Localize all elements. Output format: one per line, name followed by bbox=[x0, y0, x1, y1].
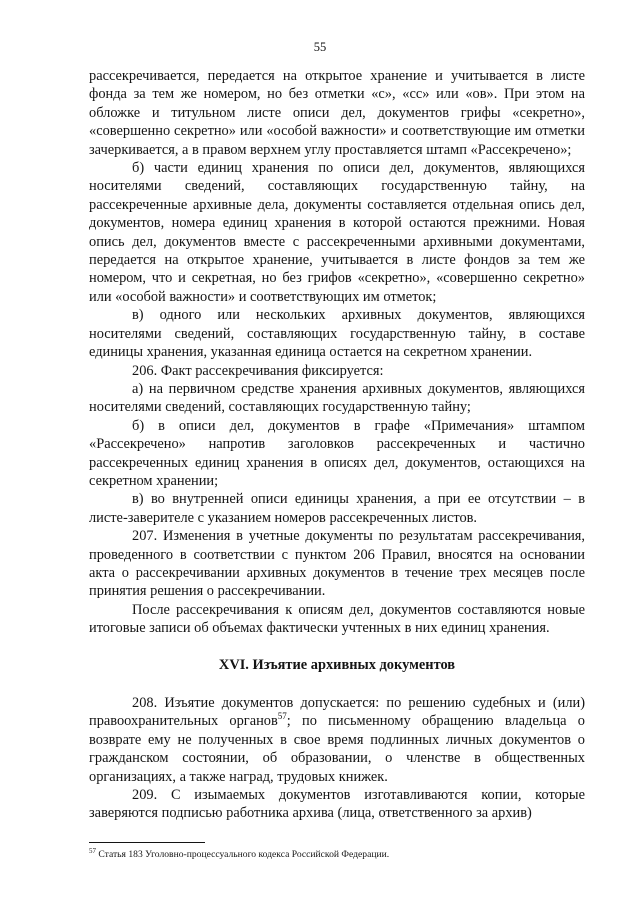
footnote-text: Статья 183 Уголовно-процессуального кодекса Российской Федерации. bbox=[96, 849, 390, 860]
paragraph-206b: б) в описи дел, документов в графе «Примечания» штампом «Рассекречено» напротив заголовков рассекреченных и частично рассекреченных единиц хранения в описях дел, документов, остающихся на секретном хранении; bbox=[89, 417, 585, 489]
paragraph-205a-continuation: рассекречивается, передается на открытое хранение и учитывается в листе фонда за тем же номером, но без отметки «с», «сс» или «ов». При этом на обложке и титульном листе описи дел, документов грифы «секретно», «совершенно секретно» или «особой важности» и соответствующие им отметки зачеркивается, а в правом верхнем углу проставляется штамп «Рассекречено»; bbox=[89, 68, 585, 158]
paragraph-208-text-continued: ; по письменному обращению владельца о возврате ему не полученных в свое время подлинных личных документов о гражданском состоянии, об образовании, о членстве в общественных организациях, а также наград, трудовых книжек. bbox=[89, 713, 585, 785]
page-number: 55 bbox=[313, 40, 327, 54]
paragraph-206a: а) на первичном средстве хранения архивных документов, являющихся носителями сведений, составляющих государственную тайну; bbox=[89, 380, 585, 416]
footnote-number: 57 bbox=[89, 846, 96, 855]
footnote-divider bbox=[89, 842, 205, 843]
document-body bbox=[89, 67, 585, 823]
paragraph-208-text: 208. Изъятие документов допускается: по решению судебных и (или) правоохранительных органов bbox=[89, 695, 585, 730]
section-heading: XVI. Изъятие архивных документов bbox=[218, 656, 456, 673]
footnote bbox=[89, 846, 585, 861]
paragraph-206: 206. Факт рассекречивания фиксируется: bbox=[132, 362, 384, 379]
paragraph-206c: в) во внутренней описи единицы хранения, а при ее отсутствии – в листе-заверителе с указанием номеров рассекреченных листов. bbox=[89, 491, 585, 526]
footnote-reference: 57 bbox=[277, 711, 287, 722]
paragraph-207: 207. Изменения в учетные документы по результатам рассекречивания, проведенного в соответствии с пунктом 206 Правил, вносятся на основании акта о рассекречивании архивных документов в течение трех месяцев после принятия решения о рассекречивании. bbox=[89, 528, 585, 600]
paragraph-209: 209. С изымаемых документов изготавливаются копии, которые заверяются подписью работника архива (лица, ответственного за архив) bbox=[89, 787, 585, 822]
paragraph-208 bbox=[89, 694, 585, 786]
paragraph-205b: б) части единиц хранения по описи дел, документов, являющихся носителями сведений, составляющих государственную тайну, на рассекреченные архивные дела, документы составляется отдельная опись дел, документов, номера единиц хранения в которой остаются прежними. Новая опись дел, документов вместе с рассекреченными архивными документами, передается на открытое хранение, учитывается в листе фондов за тем же номером, что и секретная, но без грифов «секретно», «совершенно секретно» или «особой важности» и соответствующих им отметок; bbox=[89, 160, 585, 305]
paragraph-207-continuation: После рассекречивания к описям дел, документов составляются новые итоговые записи об объемах фактически учтенных в них единиц хранения. bbox=[89, 601, 585, 637]
paragraph-205c: в) одного или нескольких архивных документов, являющихся носителями сведений, составляющих государственную тайну, в составе единицы хранения, указанная единица остается на секретном хранении. bbox=[89, 307, 585, 361]
